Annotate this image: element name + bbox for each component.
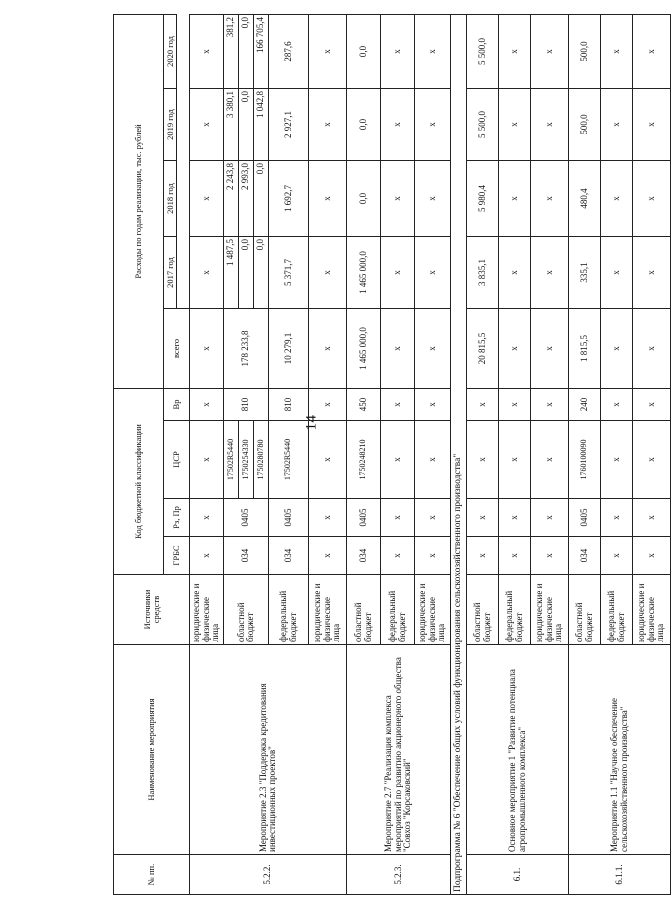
csr-cell: 17502R5440	[269, 421, 309, 499]
csr-cell: х	[499, 421, 531, 499]
y2019-cell: 500,0	[569, 88, 601, 160]
y2017-cell: х	[415, 236, 451, 308]
y2017-cell: 5 371,7	[269, 236, 309, 308]
vr-cell: х	[531, 388, 569, 420]
header-2020: 2020 год	[164, 14, 177, 88]
y2017-cell: 0,0	[239, 236, 254, 308]
grbs-cell: х	[190, 537, 224, 575]
y2020-cell: х	[190, 14, 224, 88]
y2017-cell: 0,0	[254, 236, 269, 308]
header-rzpr: Рз, Пр	[164, 499, 190, 537]
y2020-cell: 0,0	[239, 14, 254, 88]
y2018-cell: х	[601, 160, 633, 236]
budget-table	[113, 14, 671, 895]
vr-cell: х	[190, 388, 224, 420]
total-cell: 20 815,5	[467, 308, 499, 388]
header-source: Источники средств	[114, 575, 190, 645]
csr-cell: х	[601, 421, 633, 499]
grbs-cell: 034	[269, 537, 309, 575]
page-number: 14	[303, 414, 320, 431]
y2017-cell: х	[190, 236, 224, 308]
y2018-cell: х	[309, 160, 347, 236]
rzpr-cell: х	[601, 499, 633, 537]
y2017-cell: 3 835,1	[467, 236, 499, 308]
grbs-cell: х	[499, 537, 531, 575]
csr-cell: х	[531, 421, 569, 499]
total-cell: х	[309, 308, 347, 388]
y2018-cell: х	[190, 160, 224, 236]
source-cell: областной бюджет	[569, 575, 601, 645]
y2020-cell: х	[531, 14, 569, 88]
total-cell: х	[633, 308, 671, 388]
subprogram-row	[451, 14, 467, 894]
vr-cell: 810	[224, 388, 269, 420]
row-name: Мероприятие 2.7 "Реализация комплекса мероприятий по развитию акционерного общества "Совхоз "Корсаковский"	[347, 645, 451, 855]
y2019-cell: х	[415, 88, 451, 160]
table-row	[347, 14, 381, 894]
y2020-cell: х	[415, 14, 451, 88]
header-2017: 2017 год	[164, 236, 177, 308]
csr-cell: х	[415, 421, 451, 499]
header-grbs: ГРБС	[164, 537, 190, 575]
y2019-cell: х	[531, 88, 569, 160]
y2017-cell: х	[633, 236, 671, 308]
csr-cell: 17502R5440	[224, 421, 239, 499]
csr-cell: 1750280780	[254, 421, 269, 499]
y2019-cell: х	[601, 88, 633, 160]
y2020-cell: 500,0	[569, 14, 601, 88]
rzpr-cell: х	[531, 499, 569, 537]
source-cell: федеральный бюджет	[381, 575, 415, 645]
total-cell: х	[190, 308, 224, 388]
header-name: Наименование мероприятия	[114, 645, 190, 855]
y2018-cell: х	[633, 160, 671, 236]
y2020-cell: х	[499, 14, 531, 88]
y2020-cell: 287,6	[269, 14, 309, 88]
grbs-cell: х	[601, 537, 633, 575]
y2019-cell: 2 927,1	[269, 88, 309, 160]
rzpr-cell: х	[499, 499, 531, 537]
y2019-cell: х	[499, 88, 531, 160]
grbs-cell: 034	[347, 537, 381, 575]
total-cell: х	[531, 308, 569, 388]
rzpr-cell: х	[190, 499, 224, 537]
header-row-1	[114, 14, 164, 894]
vr-cell: х	[309, 388, 347, 420]
y2019-cell: 3 380,1	[224, 88, 239, 160]
vr-cell: 810	[269, 388, 309, 420]
vr-cell: х	[467, 388, 499, 420]
header-num: № пп.	[114, 855, 190, 895]
source-cell: областной бюджет	[347, 575, 381, 645]
grbs-cell: х	[309, 537, 347, 575]
header-total: всего	[164, 308, 190, 388]
header-expenses: Расходы по годам реализации, тыс. рублей	[114, 14, 164, 388]
y2020-cell: 381,2	[224, 14, 239, 88]
y2018-cell: 480,4	[569, 160, 601, 236]
rzpr-cell: 0405	[569, 499, 601, 537]
csr-cell: 1750254330	[239, 421, 254, 499]
vr-cell: 240	[569, 388, 601, 420]
vr-cell: 450	[347, 388, 381, 420]
grbs-cell: х	[633, 537, 671, 575]
source-cell: областной бюджет	[467, 575, 499, 645]
header-vr: Вр	[164, 388, 190, 420]
source-cell: юридические и физические лица	[190, 575, 224, 645]
grbs-cell: 034	[224, 537, 269, 575]
source-cell: юридические и физические лица	[633, 575, 671, 645]
rotated-table-container	[113, 15, 666, 895]
source-cell: юридические и физические лица	[309, 575, 347, 645]
y2018-cell: х	[381, 160, 415, 236]
source-cell: федеральный бюджет	[269, 575, 309, 645]
total-cell: х	[601, 308, 633, 388]
total-cell: 1 815,5	[569, 308, 601, 388]
total-cell: 10 279,1	[269, 308, 309, 388]
row-name: Мероприятие 1.1 "Научное обеспечение сельскохозяйственного производства"	[569, 645, 671, 855]
vr-cell: х	[415, 388, 451, 420]
y2017-cell: 335,1	[569, 236, 601, 308]
total-cell: х	[381, 308, 415, 388]
y2018-cell: 2 243,8	[224, 160, 239, 236]
total-cell: 178 233,8	[224, 308, 269, 388]
grbs-cell: х	[381, 537, 415, 575]
y2018-cell: 1 692,7	[269, 160, 309, 236]
row-num: 5.2.3.	[347, 855, 451, 895]
grbs-cell: 034	[569, 537, 601, 575]
rzpr-cell: х	[415, 499, 451, 537]
y2020-cell: х	[381, 14, 415, 88]
y2017-cell: 1 465 000,0	[347, 236, 381, 308]
y2018-cell: 5 980,4	[467, 160, 499, 236]
rzpr-cell: х	[309, 499, 347, 537]
csr-cell: х	[633, 421, 671, 499]
rzpr-cell: х	[467, 499, 499, 537]
y2018-cell: х	[531, 160, 569, 236]
rzpr-cell: 0405	[269, 499, 309, 537]
vr-cell: х	[601, 388, 633, 420]
source-cell: федеральный бюджет	[601, 575, 633, 645]
y2019-cell: х	[633, 88, 671, 160]
header-2019: 2019 год	[164, 88, 177, 160]
y2020-cell: х	[633, 14, 671, 88]
source-cell: юридические и физические лица	[415, 575, 451, 645]
table-row	[190, 14, 224, 894]
y2019-cell: 1 042,8	[254, 88, 269, 160]
vr-cell: х	[499, 388, 531, 420]
rzpr-cell: х	[381, 499, 415, 537]
y2017-cell: х	[499, 236, 531, 308]
source-cell: областной бюджет	[224, 575, 269, 645]
table-row	[467, 14, 499, 894]
y2020-cell: 0,0	[347, 14, 381, 88]
header-csr: ЦСР	[164, 421, 190, 499]
row-name: Мероприятие 2.3 "Поддержка кредитования инвестиционных проектов"	[190, 645, 347, 855]
y2019-cell: х	[381, 88, 415, 160]
y2018-cell: 0,0	[347, 160, 381, 236]
y2017-cell: х	[309, 236, 347, 308]
y2019-cell: 5 500,0	[467, 88, 499, 160]
total-cell: 1 465 000,0	[347, 308, 381, 388]
source-cell: юридические и физические лица	[531, 575, 569, 645]
y2018-cell: 2 993,0	[239, 160, 254, 236]
csr-cell: х	[467, 421, 499, 499]
row-name: Основное мероприятие 1 "Развитие потенциала агропромышленного комплекса"	[467, 645, 569, 855]
rzpr-cell: 0405	[347, 499, 381, 537]
grbs-cell: х	[531, 537, 569, 575]
table-row	[569, 14, 601, 894]
y2017-cell: 1 487,5	[224, 236, 239, 308]
csr-cell: 1760100090	[569, 421, 601, 499]
header-code: Код бюджетной классификации	[114, 388, 164, 574]
y2020-cell: 5 500,0	[467, 14, 499, 88]
source-cell: федеральный бюджет	[499, 575, 531, 645]
y2019-cell: 0,0	[347, 88, 381, 160]
csr-cell: 1750248210	[347, 421, 381, 499]
rzpr-cell: 0405	[224, 499, 269, 537]
y2020-cell: х	[601, 14, 633, 88]
total-cell: х	[499, 308, 531, 388]
total-cell: х	[415, 308, 451, 388]
y2018-cell: 0,0	[254, 160, 269, 236]
y2019-cell: х	[309, 88, 347, 160]
grbs-cell: х	[467, 537, 499, 575]
y2017-cell: х	[381, 236, 415, 308]
y2020-cell: х	[309, 14, 347, 88]
vr-cell: х	[381, 388, 415, 420]
vr-cell: х	[633, 388, 671, 420]
header-2018: 2018 год	[164, 160, 177, 236]
y2017-cell: х	[531, 236, 569, 308]
y2018-cell: х	[499, 160, 531, 236]
y2018-cell: х	[415, 160, 451, 236]
csr-cell: х	[381, 421, 415, 499]
csr-cell: х	[309, 421, 347, 499]
row-num: 6.1.1.	[569, 855, 671, 895]
rzpr-cell: х	[633, 499, 671, 537]
subprogram-title: Подпрограмма № 6 "Обеспечение общих условий функционирования сельскохозяйственного производства"	[451, 14, 467, 894]
grbs-cell: х	[415, 537, 451, 575]
csr-cell: х	[190, 421, 224, 499]
y2020-cell: 166 705,4	[254, 14, 269, 88]
y2019-cell: х	[190, 88, 224, 160]
row-num: 6.1.	[467, 855, 569, 895]
y2019-cell: 0,0	[239, 88, 254, 160]
y2017-cell: х	[601, 236, 633, 308]
row-num: 5.2.2.	[190, 855, 347, 895]
